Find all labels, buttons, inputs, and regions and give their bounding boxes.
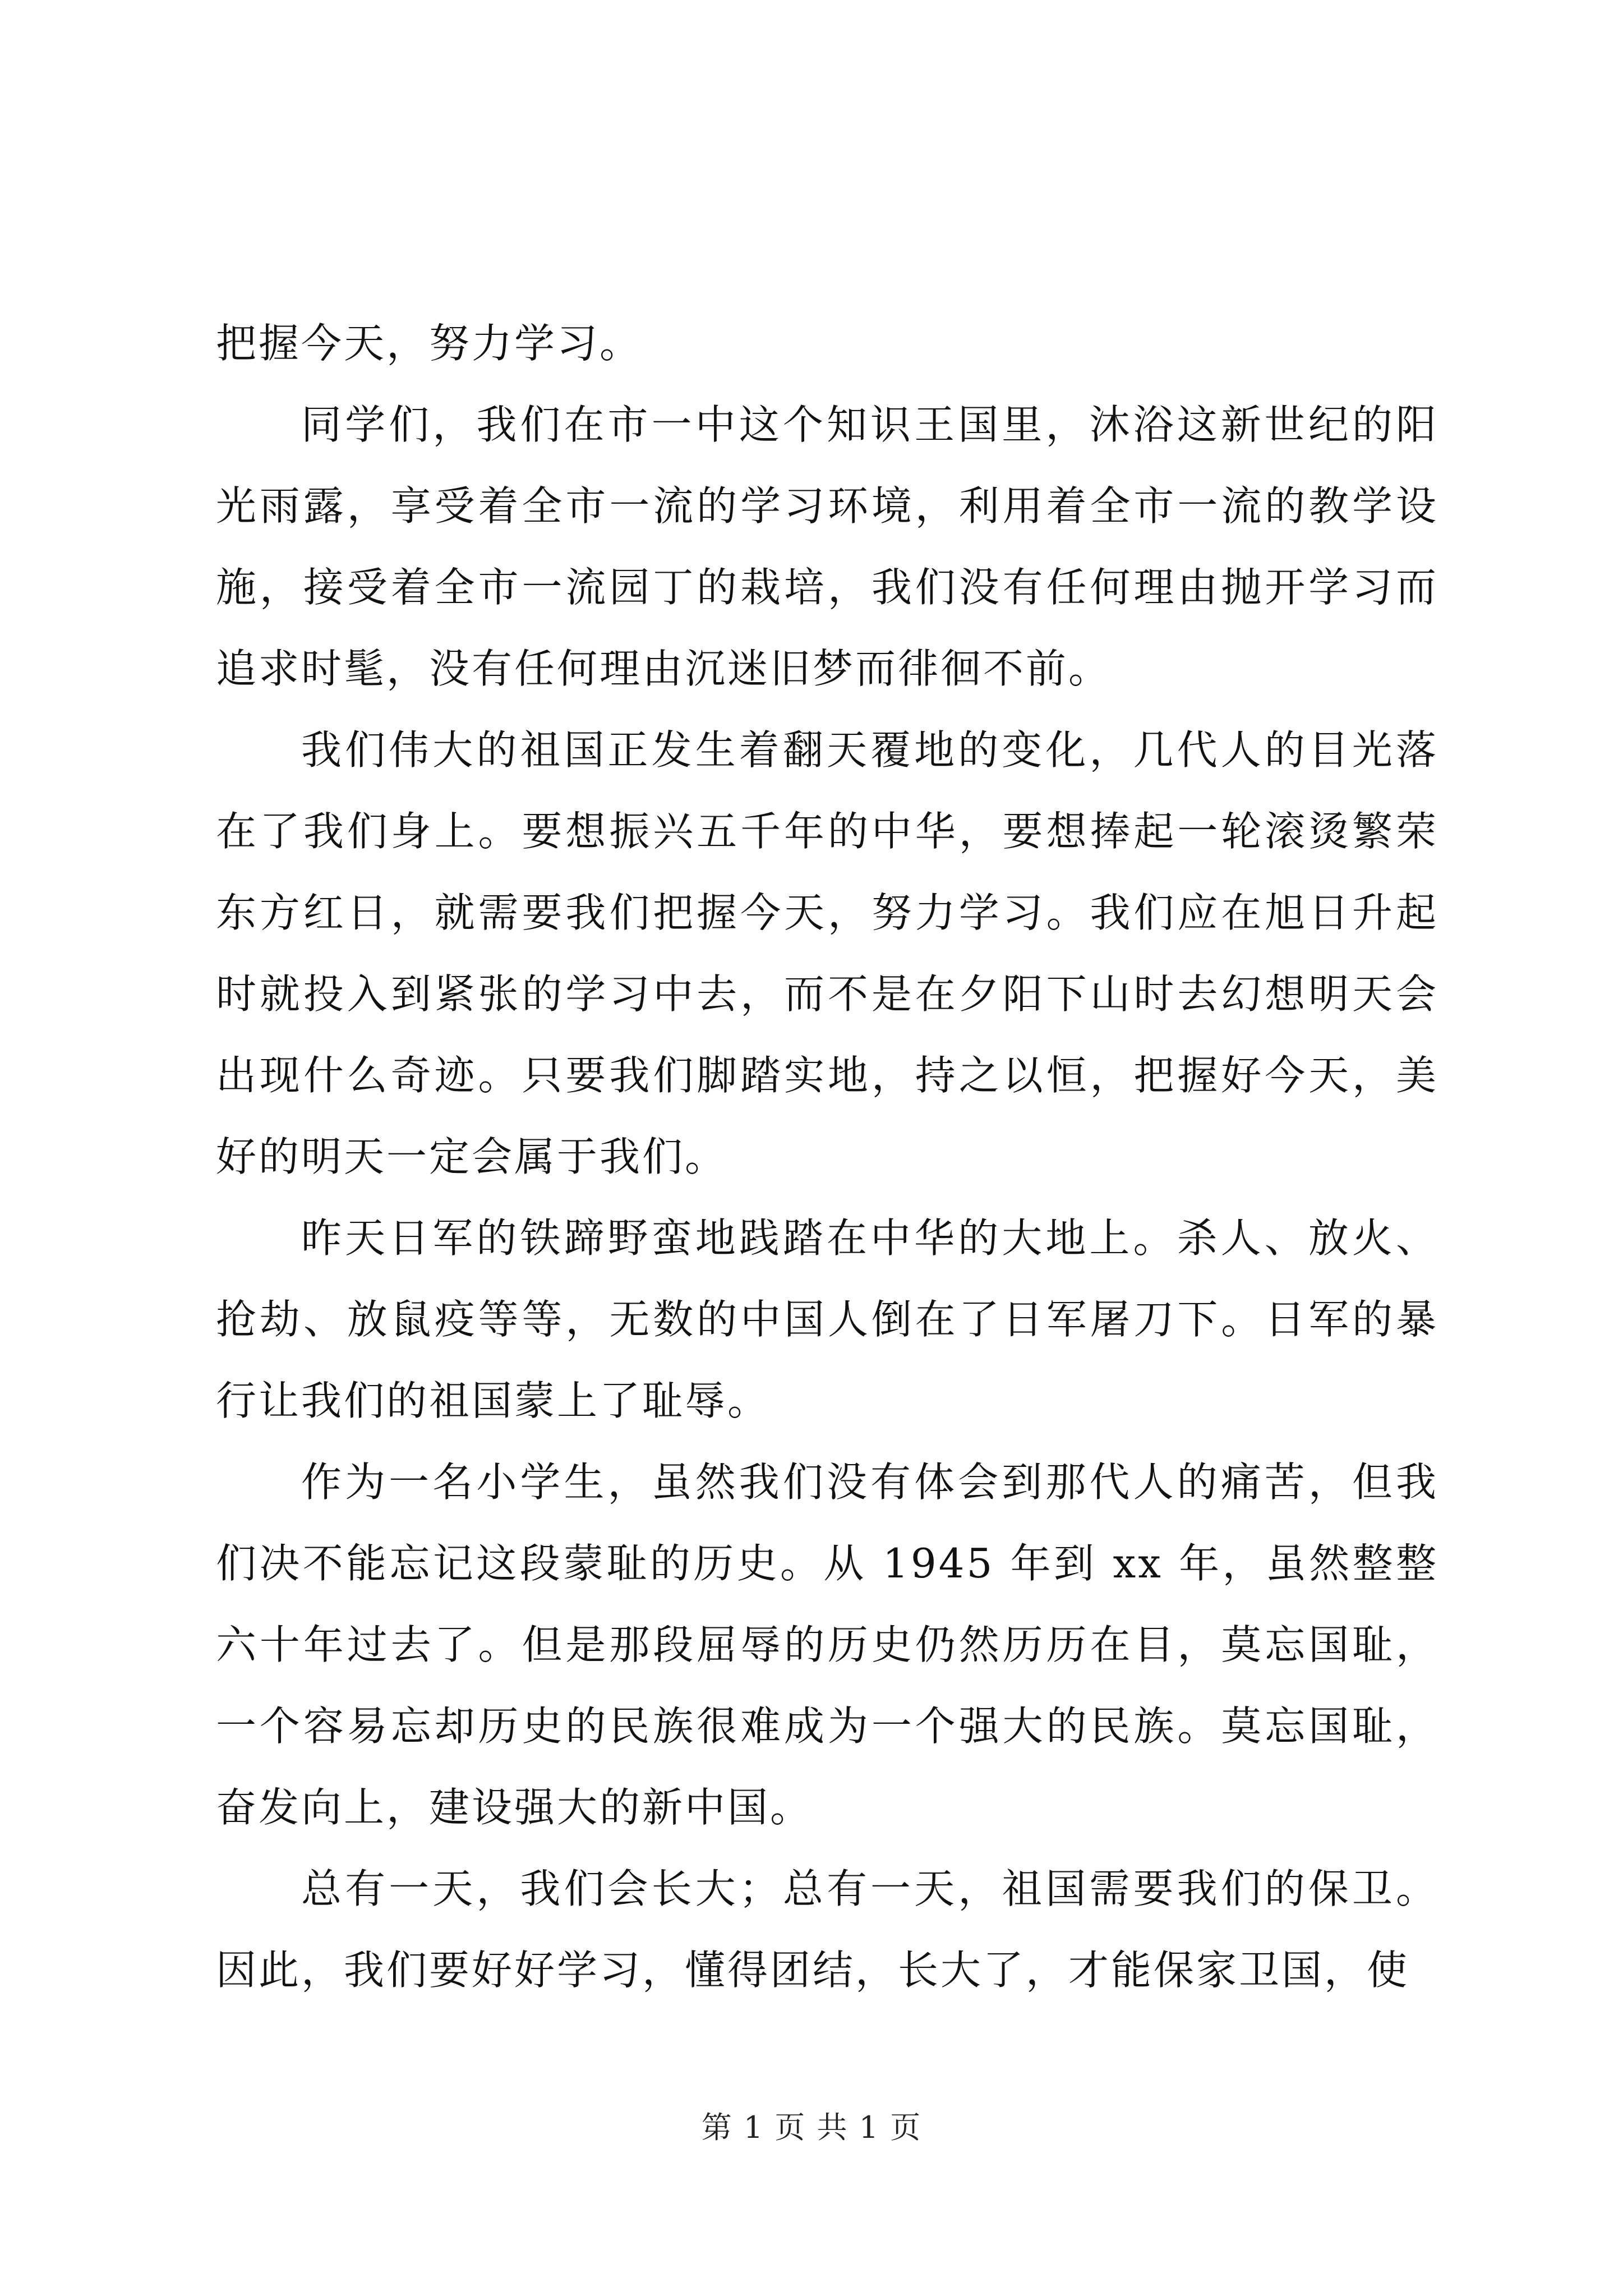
paragraph-1: 把握今天，努力学习。 — [216, 320, 643, 367]
page-footer: 第 1 页 共 1 页 — [701, 2110, 922, 2145]
paragraph-6: 总有一天，我们会长大；总有一天，祖国需要我们的保卫。因此，我们要好好学习，懂得团结，长大了，才能保家卫国，使 — [216, 1865, 1438, 1994]
paragraph-2: 同学们，我们在市一中这个知识王国里，沐浴这新世纪的阳光雨露，享受着全市一流的学习环境，利用着全市一流的教学设施，接受着全市一流园丁的栽培，我们没有任何理由抛开学习而追求时髦，没有任何理由沉迷旧梦而徘徊不前。 — [216, 401, 1438, 692]
paragraph-4: 昨天日军的铁蹄野蛮地践踏在中华的大地上。杀人、放火、抢劫、放鼠疫等等，无数的中国人倒在了日军屠刀下。日军的暴行让我们的祖国蒙上了耻辱。 — [216, 1214, 1438, 1424]
document-body — [216, 303, 1438, 2011]
paragraph-3: 我们伟大的祖国正发生着翻天覆地的变化，几代人的目光落在了我们身上。要想振兴五千年的中华，要想捧起一轮滚烫繁荣东方红日，就需要我们把握今天，努力学习。我们应在旭日升起时就投入到紧张的学习中去，而不是在夕阳下山时去幻想明天会出现什么奇迹。只要我们脚踏实地，持之以恒，把握好今天，美好的明天一定会属于我们。 — [216, 726, 1438, 1180]
paragraph-5: 作为一名小学生，虽然我们没有体会到那代人的痛苦，但我们决不能忘记这段蒙耻的历史。从 1945 年到 xx 年，虽然整整六十年过去了。但是那段屈辱的历史仍然历历在目，莫忘国耻，一个容易忘却历史的民族很难成为一个强大的民族。莫忘国耻，奋发向上，建设强大的新中国。 — [216, 1458, 1438, 1831]
